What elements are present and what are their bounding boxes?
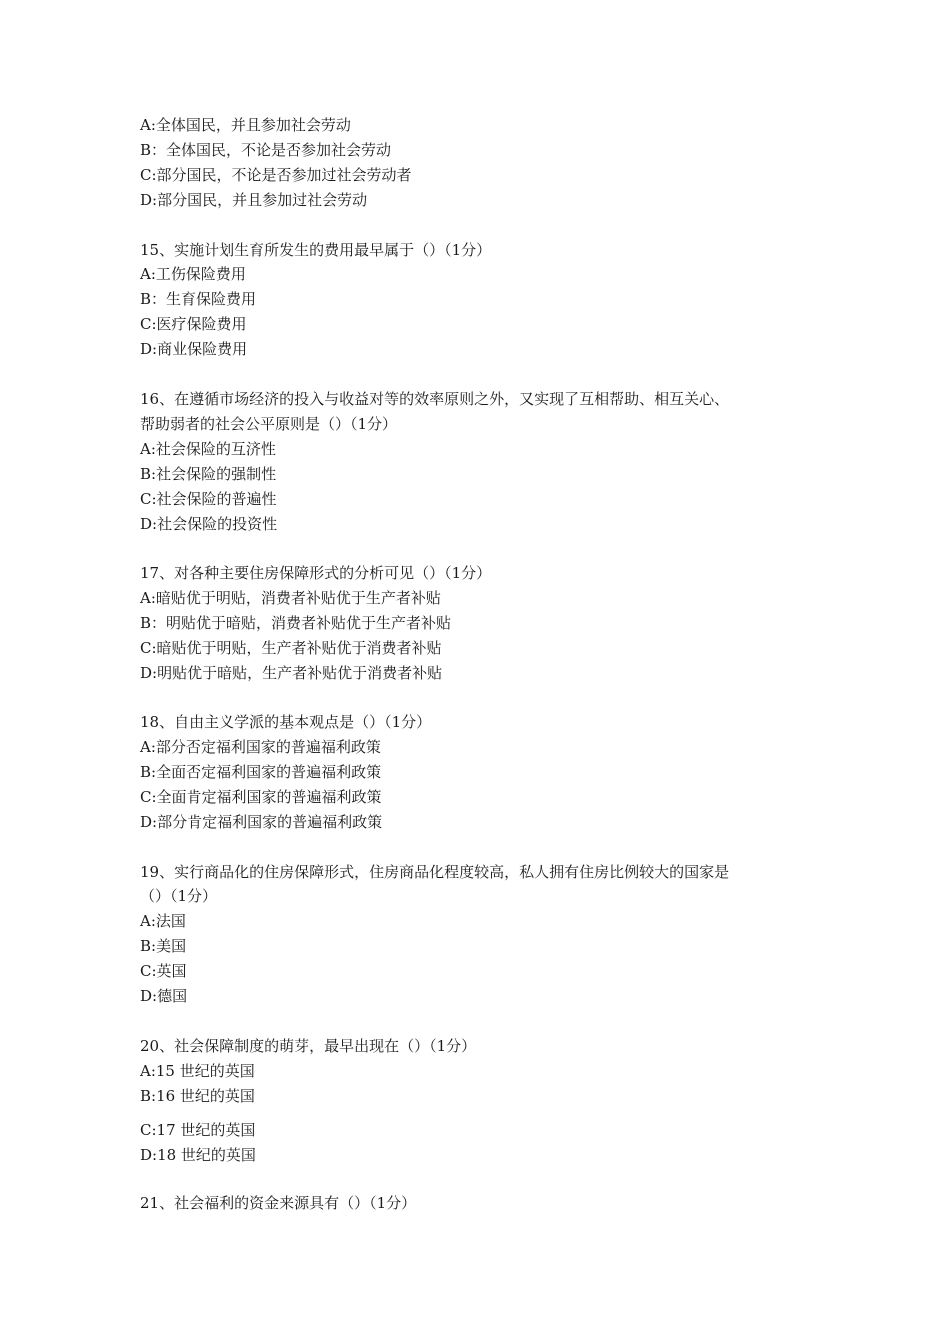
q17-option-a: A:暗贴优于明贴，消费者补贴优于生产者补贴	[140, 589, 441, 607]
q19-option-b: B:美国	[140, 937, 187, 955]
q14-option-a: A:全体国民，并且参加社会劳动	[140, 116, 351, 134]
q16-question-line2: 帮助弱者的社会公平原则是（）（1分）	[140, 415, 398, 433]
q20-option-d: D:18 世纪的英国	[140, 1146, 256, 1164]
q14-option-d: D:部分国民，并且参加过社会劳动	[140, 191, 368, 209]
q18-question: 18、自由主义学派的基本观点是（）（1分）	[140, 713, 432, 731]
q19-question-line1: 19、实行商品化的住房保障形式，住房商品化程度较高，私人拥有住房比例较大的国家是	[140, 863, 730, 881]
q19-option-a: A:法国	[140, 912, 186, 930]
q18-option-b: B:全面否定福利国家的普遍福利政策	[140, 763, 382, 781]
q18-option-a: A:部分否定福利国家的普遍福利政策	[140, 738, 381, 756]
q19-option-d: D:德国	[140, 987, 188, 1005]
q15-option-c: C:医疗保险费用	[140, 315, 247, 333]
q16-option-a: A:社会保险的互济性	[140, 440, 276, 458]
q17-question: 17、对各种主要住房保障形式的分析可见（）（1分）	[140, 564, 492, 582]
q19-option-c: C:英国	[140, 962, 187, 980]
q20-option-c: C:17 世纪的英国	[140, 1121, 256, 1139]
q16-option-d: D:社会保险的投资性	[140, 515, 278, 533]
q18-option-c: C:全面肯定福利国家的普遍福利政策	[140, 788, 382, 806]
q20-option-b: B:16 世纪的英国	[140, 1087, 255, 1105]
q15-question: 15、实施计划生育所发生的费用最早属于（）（1分）	[140, 241, 492, 259]
q15-option-a: A:工伤保险费用	[140, 265, 246, 283]
q17-option-d: D:明贴优于暗贴，生产者补贴优于消费者补贴	[140, 664, 443, 682]
q15-option-d: D:商业保险费用	[140, 340, 248, 358]
q17-option-c: C:暗贴优于明贴，生产者补贴优于消费者补贴	[140, 639, 442, 657]
q14-option-b: B：全体国民，不论是否参加社会劳动	[140, 141, 392, 159]
q16-option-c: C:社会保险的普遍性	[140, 490, 277, 508]
q15-option-b: B：生育保险费用	[140, 290, 257, 308]
q18-option-d: D:部分肯定福利国家的普遍福利政策	[140, 813, 383, 831]
q19-question-line2: （）（1分）	[140, 887, 218, 905]
q21-question: 21、社会福利的资金来源具有（）（1分）	[140, 1194, 417, 1212]
q14-option-c: C:部分国民，不论是否参加过社会劳动者	[140, 166, 412, 184]
q20-option-a: A:15 世纪的英国	[140, 1062, 255, 1080]
q17-option-b: B：明贴优于暗贴，消费者补贴优于生产者补贴	[140, 614, 452, 632]
q20-question: 20、社会保障制度的萌芽，最早出现在（）（1分）	[140, 1037, 477, 1055]
q16-question-line1: 16、在遵循市场经济的投入与收益对等的效率原则之外，又实现了互相帮助、相互关心、	[140, 390, 730, 408]
q16-option-b: B:社会保险的强制性	[140, 465, 277, 483]
